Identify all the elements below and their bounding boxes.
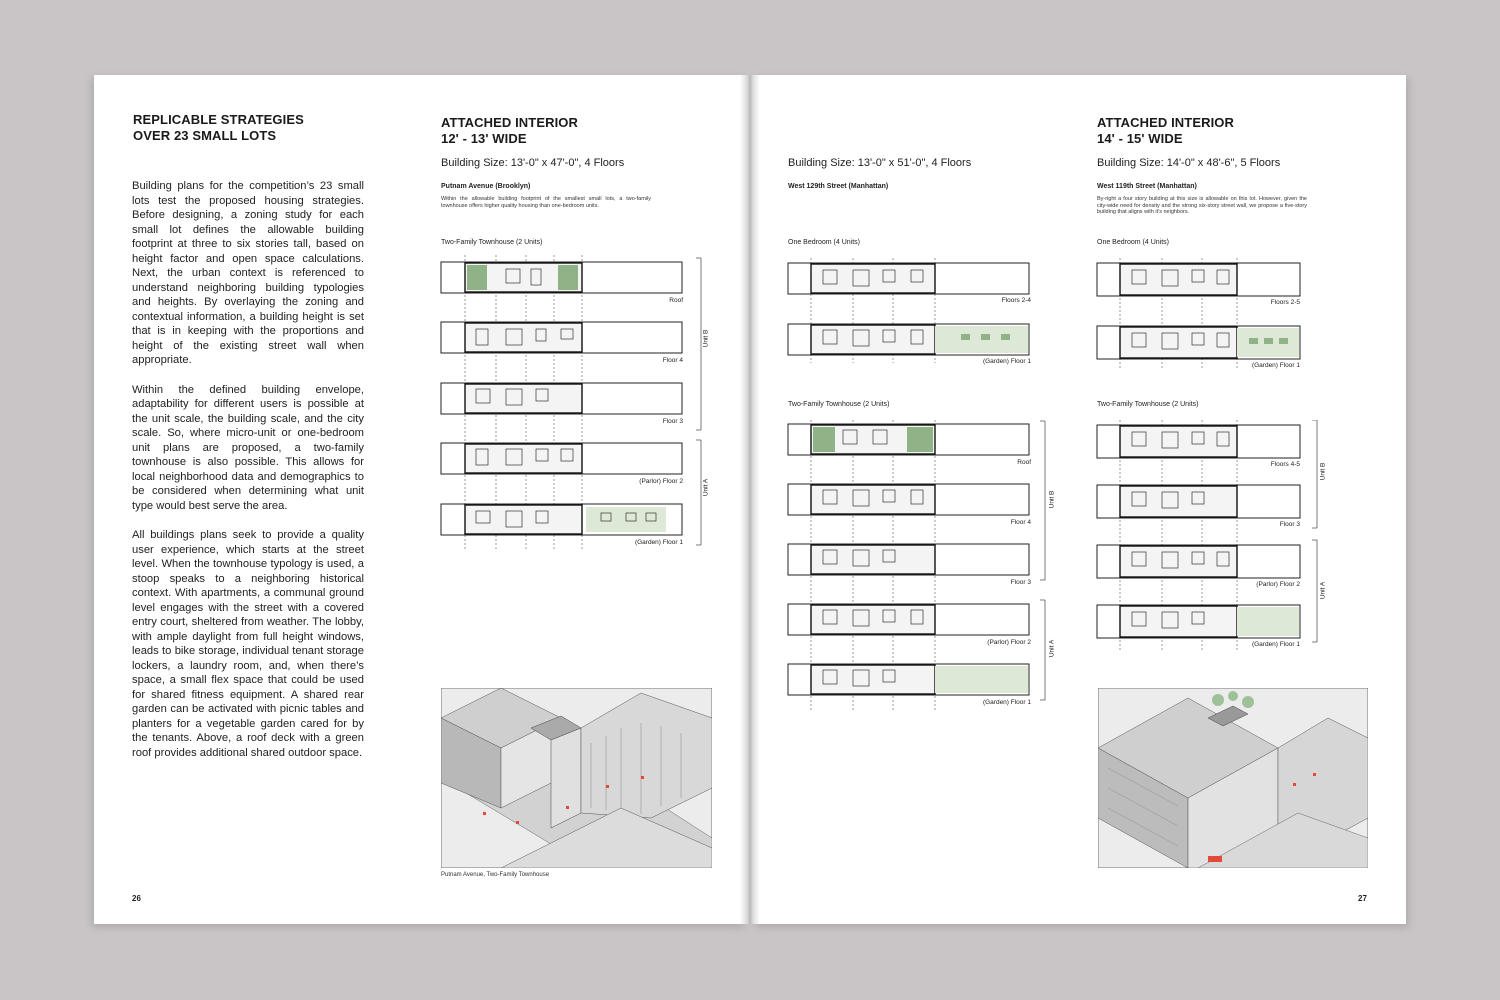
floor-label: (Garden) Floor 1 (634, 539, 683, 546)
floor-label: Floor 4 (1010, 519, 1031, 526)
plan-title: One Bedroom (4 Units) (1097, 239, 1169, 246)
body-text (132, 179, 364, 775)
plan-title: Two-Family Townhouse (2 Units) (1097, 401, 1199, 408)
floor-label: Roof (669, 297, 683, 304)
plan-title: One Bedroom (4 Units) (788, 239, 860, 246)
building-size: Building Size: 13'-0" x 51'-0", 4 Floors (788, 157, 972, 169)
floor-label: Floor 4 (662, 357, 683, 364)
floor-label: (Garden) Floor 1 (1251, 362, 1300, 369)
site-note: Within the allowable building footprint of the smallest small lots, a two-family townhouse offers higher quality housing than one-bedroom units. (441, 196, 651, 209)
building-size: Building Size: 14'-0" x 48'-6", 5 Floors (1097, 157, 1281, 169)
floor-plan-drawings (783, 258, 1043, 368)
floor-plan-drawings (1092, 258, 1312, 373)
floor-label: Floor 3 (1010, 579, 1031, 586)
floor-label: Floor 3 (1279, 521, 1300, 528)
body-paragraph: Within the defined building envelope, adaptability for different users is possible at the unit scale, the building scale, and the city scale. So, where micro-unit or one-bedroom unit plans are proposed, a two-family townhouse is also possible. This allows for local neighborhood data and demographics to be considered when determining what unit type would best serve the area. (132, 383, 364, 512)
floor-label: (Parlor) Floor 2 (987, 639, 1031, 646)
axonometric-illustration (1098, 688, 1368, 868)
page-number: 27 (1358, 894, 1367, 903)
floor-label: Floors 2-4 (1001, 297, 1031, 304)
unit-label: Unit B (1319, 462, 1327, 481)
page-title: REPLICABLE STRATEGIES OVER 23 SMALL LOTS (133, 112, 304, 143)
plan-title: Two-Family Townhouse (2 Units) (441, 239, 543, 246)
unit-label: Unit B (702, 329, 710, 348)
unit-label: Unit A (1319, 581, 1327, 600)
unit-label: Unit A (702, 478, 710, 497)
body-paragraph: Building plans for the competition’s 23 small lots test the proposed housing strategies. Before designing, a zoning study for each small lot defines the allowable building footprint at three to six stories tall, based on height factor and open space calculations. Next, the urban context is referenced to understand neighboring building typologies and heights. By overlaying the zoning and contextual information, a building height is set that is in keeping with the proportions and height of the existing street wall when appropriate. (132, 180, 364, 366)
site-note: By-right a four story building at this size is allowable on this lot. However, given the city-wide need for density and the strong six-story street wall, we propose a five-story building that aligns with it's neighbors. (1097, 196, 1307, 215)
section-heading: ATTACHED INTERIOR 14' - 15' WIDE (1097, 115, 1234, 146)
unit-label: Unit A (1048, 639, 1056, 658)
floor-label: Floors 4-5 (1270, 461, 1300, 468)
illustration-caption: Putnam Avenue, Two-Family Townhouse (441, 872, 550, 878)
unit-label: Unit B (1048, 490, 1056, 509)
book-gutter (740, 75, 760, 924)
floor-label: Floors 2-5 (1270, 299, 1300, 306)
section-heading: ATTACHED INTERIOR 12' - 13' WIDE (441, 115, 578, 146)
site-address: West 129th Street (Manhattan) (788, 183, 889, 190)
floor-label: (Parlor) Floor 2 (639, 478, 683, 485)
floor-plan-drawings (1092, 420, 1332, 655)
floor-label: (Parlor) Floor 2 (1256, 581, 1300, 588)
building-size: Building Size: 13'-0" x 47'-0", 4 Floors (441, 157, 625, 169)
body-paragraph: All buildings plans seek to provide a quality user experience, which starts at the street level. When the townhouse typology is used, a stoop speaks to a neighboring historical context. With apartments, a communal ground level engages with the street with a covered entry court, sheltered from weather. The lobby, with ample daylight from full height windows, leads to bike storage, individual tenant storage lockers, a laundry room, and, when there’s space, a small flex space that could be used for shared fitness equipment. A shared rear garden can be activated with picnic tables and planters for a vegetable garden cared for by the tenants. Above, a roof deck with a green roof provides additional shared outdoor space. (132, 529, 364, 759)
site-address: Putnam Avenue (Brooklyn) (441, 183, 531, 190)
floor-label: (Garden) Floor 1 (982, 358, 1031, 365)
floor-label: Roof (1017, 459, 1031, 466)
axonometric-illustration (441, 688, 712, 868)
floor-label: Floor 3 (662, 418, 683, 425)
floor-label: (Garden) Floor 1 (1251, 641, 1300, 648)
page-number: 26 (132, 894, 141, 903)
floor-label: (Garden) Floor 1 (982, 699, 1031, 706)
plan-title: Two-Family Townhouse (2 Units) (788, 401, 890, 408)
site-address: West 119th Street (Manhattan) (1097, 183, 1197, 190)
